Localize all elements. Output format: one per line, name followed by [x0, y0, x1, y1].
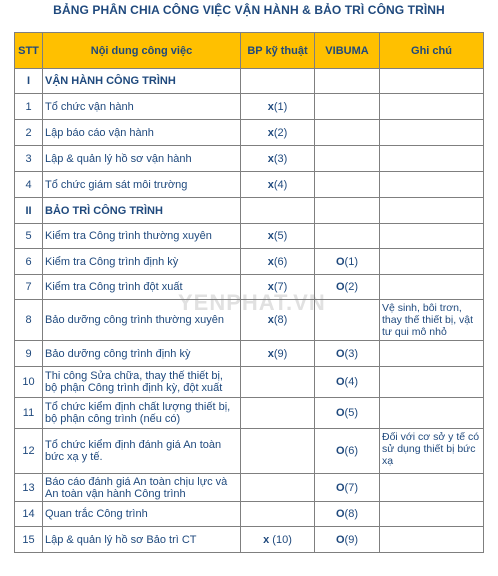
row-note: [380, 527, 484, 553]
table-row: [15, 275, 484, 300]
row-bp-mark: [241, 341, 315, 367]
row-note: Đối với cơ sở y tế có sử dụng thiết bị bức xạ: [380, 429, 484, 474]
row-note: [380, 341, 484, 367]
mark-index: (2): [273, 126, 288, 139]
row-content: Lập báo cáo vận hành: [43, 120, 241, 146]
row-bp-mark: [241, 367, 315, 398]
row-content: Bảo dưỡng công trình thường xuyên: [43, 300, 241, 341]
row-content: Báo cáo đánh giá An toàn chịu lực và An toàn vận hành Công trình: [43, 474, 241, 502]
table-row: [15, 502, 484, 527]
section-row: [15, 69, 484, 94]
row-bp-mark: [241, 527, 315, 553]
row-bp-mark: [241, 249, 315, 275]
row-note: [380, 69, 484, 94]
row-content: Lập & quản lý hồ sơ Bảo trì CT: [43, 527, 241, 553]
watermark: YENPHAT.VN: [178, 290, 326, 315]
row-stt: 14: [15, 502, 43, 527]
row-bp-mark: [241, 69, 315, 94]
row-vibuma-mark: [315, 172, 380, 198]
row-stt: 12: [15, 429, 43, 474]
row-content: Tổ chức kiểm định đánh giá An toàn bức xạ y tế.: [43, 429, 241, 474]
row-stt: 13: [15, 474, 43, 502]
mark-letter: x: [267, 100, 274, 113]
mark-index: (3): [273, 152, 288, 165]
row-bp-mark: [241, 172, 315, 198]
mark-letter: x: [267, 281, 274, 293]
row-bp-mark: [241, 275, 315, 300]
row-content: Quan trắc Công trình: [43, 502, 241, 527]
row-vibuma-mark: [315, 94, 380, 120]
mark-index: (6): [273, 255, 288, 268]
row-stt: 15: [15, 527, 43, 553]
table-row: [15, 94, 484, 120]
row-content: Kiểm tra Công trình đột xuất: [43, 275, 241, 300]
mark-index: (5): [344, 407, 358, 419]
row-stt: 6: [15, 249, 43, 275]
row-note: [380, 474, 484, 502]
row-vibuma-mark: [315, 275, 380, 300]
row-bp-mark: [241, 300, 315, 341]
section-row: [15, 198, 484, 224]
mark-letter: x: [267, 178, 274, 191]
mark-index: (1): [344, 255, 358, 268]
mark-letter: x: [267, 255, 274, 268]
mark-index: (1): [273, 100, 288, 113]
row-bp-mark: [241, 198, 315, 224]
mark-index: (7): [273, 281, 288, 293]
mark-index: (9): [344, 533, 358, 546]
mark-index: (6): [344, 445, 358, 457]
mark-letter: O: [335, 533, 345, 546]
mark-letter: x: [263, 533, 270, 546]
header-stt: STT: [15, 33, 43, 69]
row-note: [380, 275, 484, 300]
row-vibuma-mark: [315, 527, 380, 553]
row-vibuma-mark: [315, 398, 380, 429]
table-row: [15, 172, 484, 198]
row-note: [380, 367, 484, 398]
row-vibuma-mark: [315, 146, 380, 172]
row-note: [380, 146, 484, 172]
row-bp-mark: [241, 474, 315, 502]
mark-letter: O: [335, 281, 345, 293]
row-vibuma-mark: [315, 502, 380, 527]
row-bp-mark: [241, 398, 315, 429]
mark-letter: O: [335, 508, 345, 520]
row-stt: 10: [15, 367, 43, 398]
mark-index: (4): [344, 376, 358, 388]
table-row: [15, 429, 484, 474]
row-vibuma-mark: [315, 341, 380, 367]
header-content: Nội dung công việc: [43, 33, 241, 69]
row-stt: 9: [15, 341, 43, 367]
row-stt: 7: [15, 275, 43, 300]
mark-letter: x: [267, 347, 274, 360]
table-row: [15, 249, 484, 275]
row-bp-mark: [241, 429, 315, 474]
row-vibuma-mark: [315, 474, 380, 502]
row-bp-mark: [241, 120, 315, 146]
row-vibuma-mark: [315, 198, 380, 224]
row-content: Kiểm tra Công trình thường xuyên: [43, 224, 241, 249]
row-content: Kiểm tra Công trình định kỳ: [43, 249, 241, 275]
row-content: Tổ chức vận hành: [43, 94, 241, 120]
row-content: Bảo dưỡng công trình định kỳ: [43, 341, 241, 367]
table-row: [15, 474, 484, 502]
table-header-row: [15, 33, 484, 69]
header-bp: BP kỹ thuật: [241, 33, 315, 69]
mark-letter: x: [267, 126, 274, 139]
mark-letter: O: [335, 376, 345, 388]
table-row: [15, 341, 484, 367]
mark-letter: x: [267, 152, 274, 165]
table-row: [15, 367, 484, 398]
row-note: [380, 249, 484, 275]
row-bp-mark: [241, 224, 315, 249]
mark-index: (9): [273, 347, 288, 360]
row-vibuma-mark: [315, 367, 380, 398]
mark-index: (8): [273, 314, 288, 326]
row-note: [380, 94, 484, 120]
row-note: [380, 224, 484, 249]
row-content: BẢO TRÌ CÔNG TRÌNH: [43, 198, 241, 224]
row-note: [380, 120, 484, 146]
mark-letter: O: [335, 347, 345, 360]
row-vibuma-mark: [315, 69, 380, 94]
row-stt: 1: [15, 94, 43, 120]
header-note: Ghi chú: [380, 33, 484, 69]
row-vibuma-mark: [315, 429, 380, 474]
task-table: [14, 32, 484, 553]
row-stt: 11: [15, 398, 43, 429]
row-content: Tổ chức giám sát môi trường: [43, 172, 241, 198]
table-title: BẢNG PHÂN CHIA CÔNG VIỆC VẬN HÀNH & BẢO TRÌ CÔNG TRÌNH: [53, 3, 445, 17]
row-vibuma-mark: [315, 300, 380, 341]
row-content: Tổ chức kiểm định chất lượng thiết bị, bộ phận công trình (nếu có): [43, 398, 241, 429]
row-vibuma-mark: [315, 224, 380, 249]
row-stt: 8: [15, 300, 43, 341]
mark-index: (2): [344, 281, 358, 293]
mark-letter: O: [335, 481, 345, 494]
mark-letter: O: [335, 255, 345, 268]
table-row: [15, 527, 484, 553]
row-content: Thi công Sửa chữa, thay thế thiết bị, bộ phận Công trình định kỳ, đột xuất: [43, 367, 241, 398]
row-note: [380, 398, 484, 429]
row-note: Vệ sinh, bôi trơn, thay thế thiết bị, vật tư qui mô nhỏ: [380, 300, 484, 341]
mark-index: (10): [269, 533, 292, 546]
row-bp-mark: [241, 146, 315, 172]
mark-index: (3): [344, 347, 358, 360]
mark-letter: x: [267, 230, 274, 242]
row-note: [380, 172, 484, 198]
mark-letter: O: [335, 445, 345, 457]
row-stt: 2: [15, 120, 43, 146]
row-stt: 4: [15, 172, 43, 198]
row-vibuma-mark: [315, 249, 380, 275]
table-row: [15, 300, 484, 341]
row-note: [380, 198, 484, 224]
row-bp-mark: [241, 502, 315, 527]
table-row: [15, 146, 484, 172]
table-row: [15, 398, 484, 429]
mark-letter: O: [335, 407, 345, 419]
row-content: Lập & quản lý hồ sơ vận hành: [43, 146, 241, 172]
row-stt: II: [15, 198, 43, 224]
row-vibuma-mark: [315, 120, 380, 146]
row-bp-mark: [241, 94, 315, 120]
row-content: VẬN HÀNH CÔNG TRÌNH: [43, 69, 241, 94]
row-stt: I: [15, 69, 43, 94]
mark-letter: x: [267, 314, 274, 326]
table-row: [15, 120, 484, 146]
mark-index: (8): [344, 508, 358, 520]
mark-index: (4): [273, 178, 288, 191]
mark-index: (5): [273, 230, 288, 242]
header-vibuma: VIBUMA: [315, 33, 380, 69]
mark-index: (7): [344, 481, 358, 494]
row-stt: 5: [15, 224, 43, 249]
table-row: [15, 224, 484, 249]
row-note: [380, 502, 484, 527]
row-stt: 3: [15, 146, 43, 172]
